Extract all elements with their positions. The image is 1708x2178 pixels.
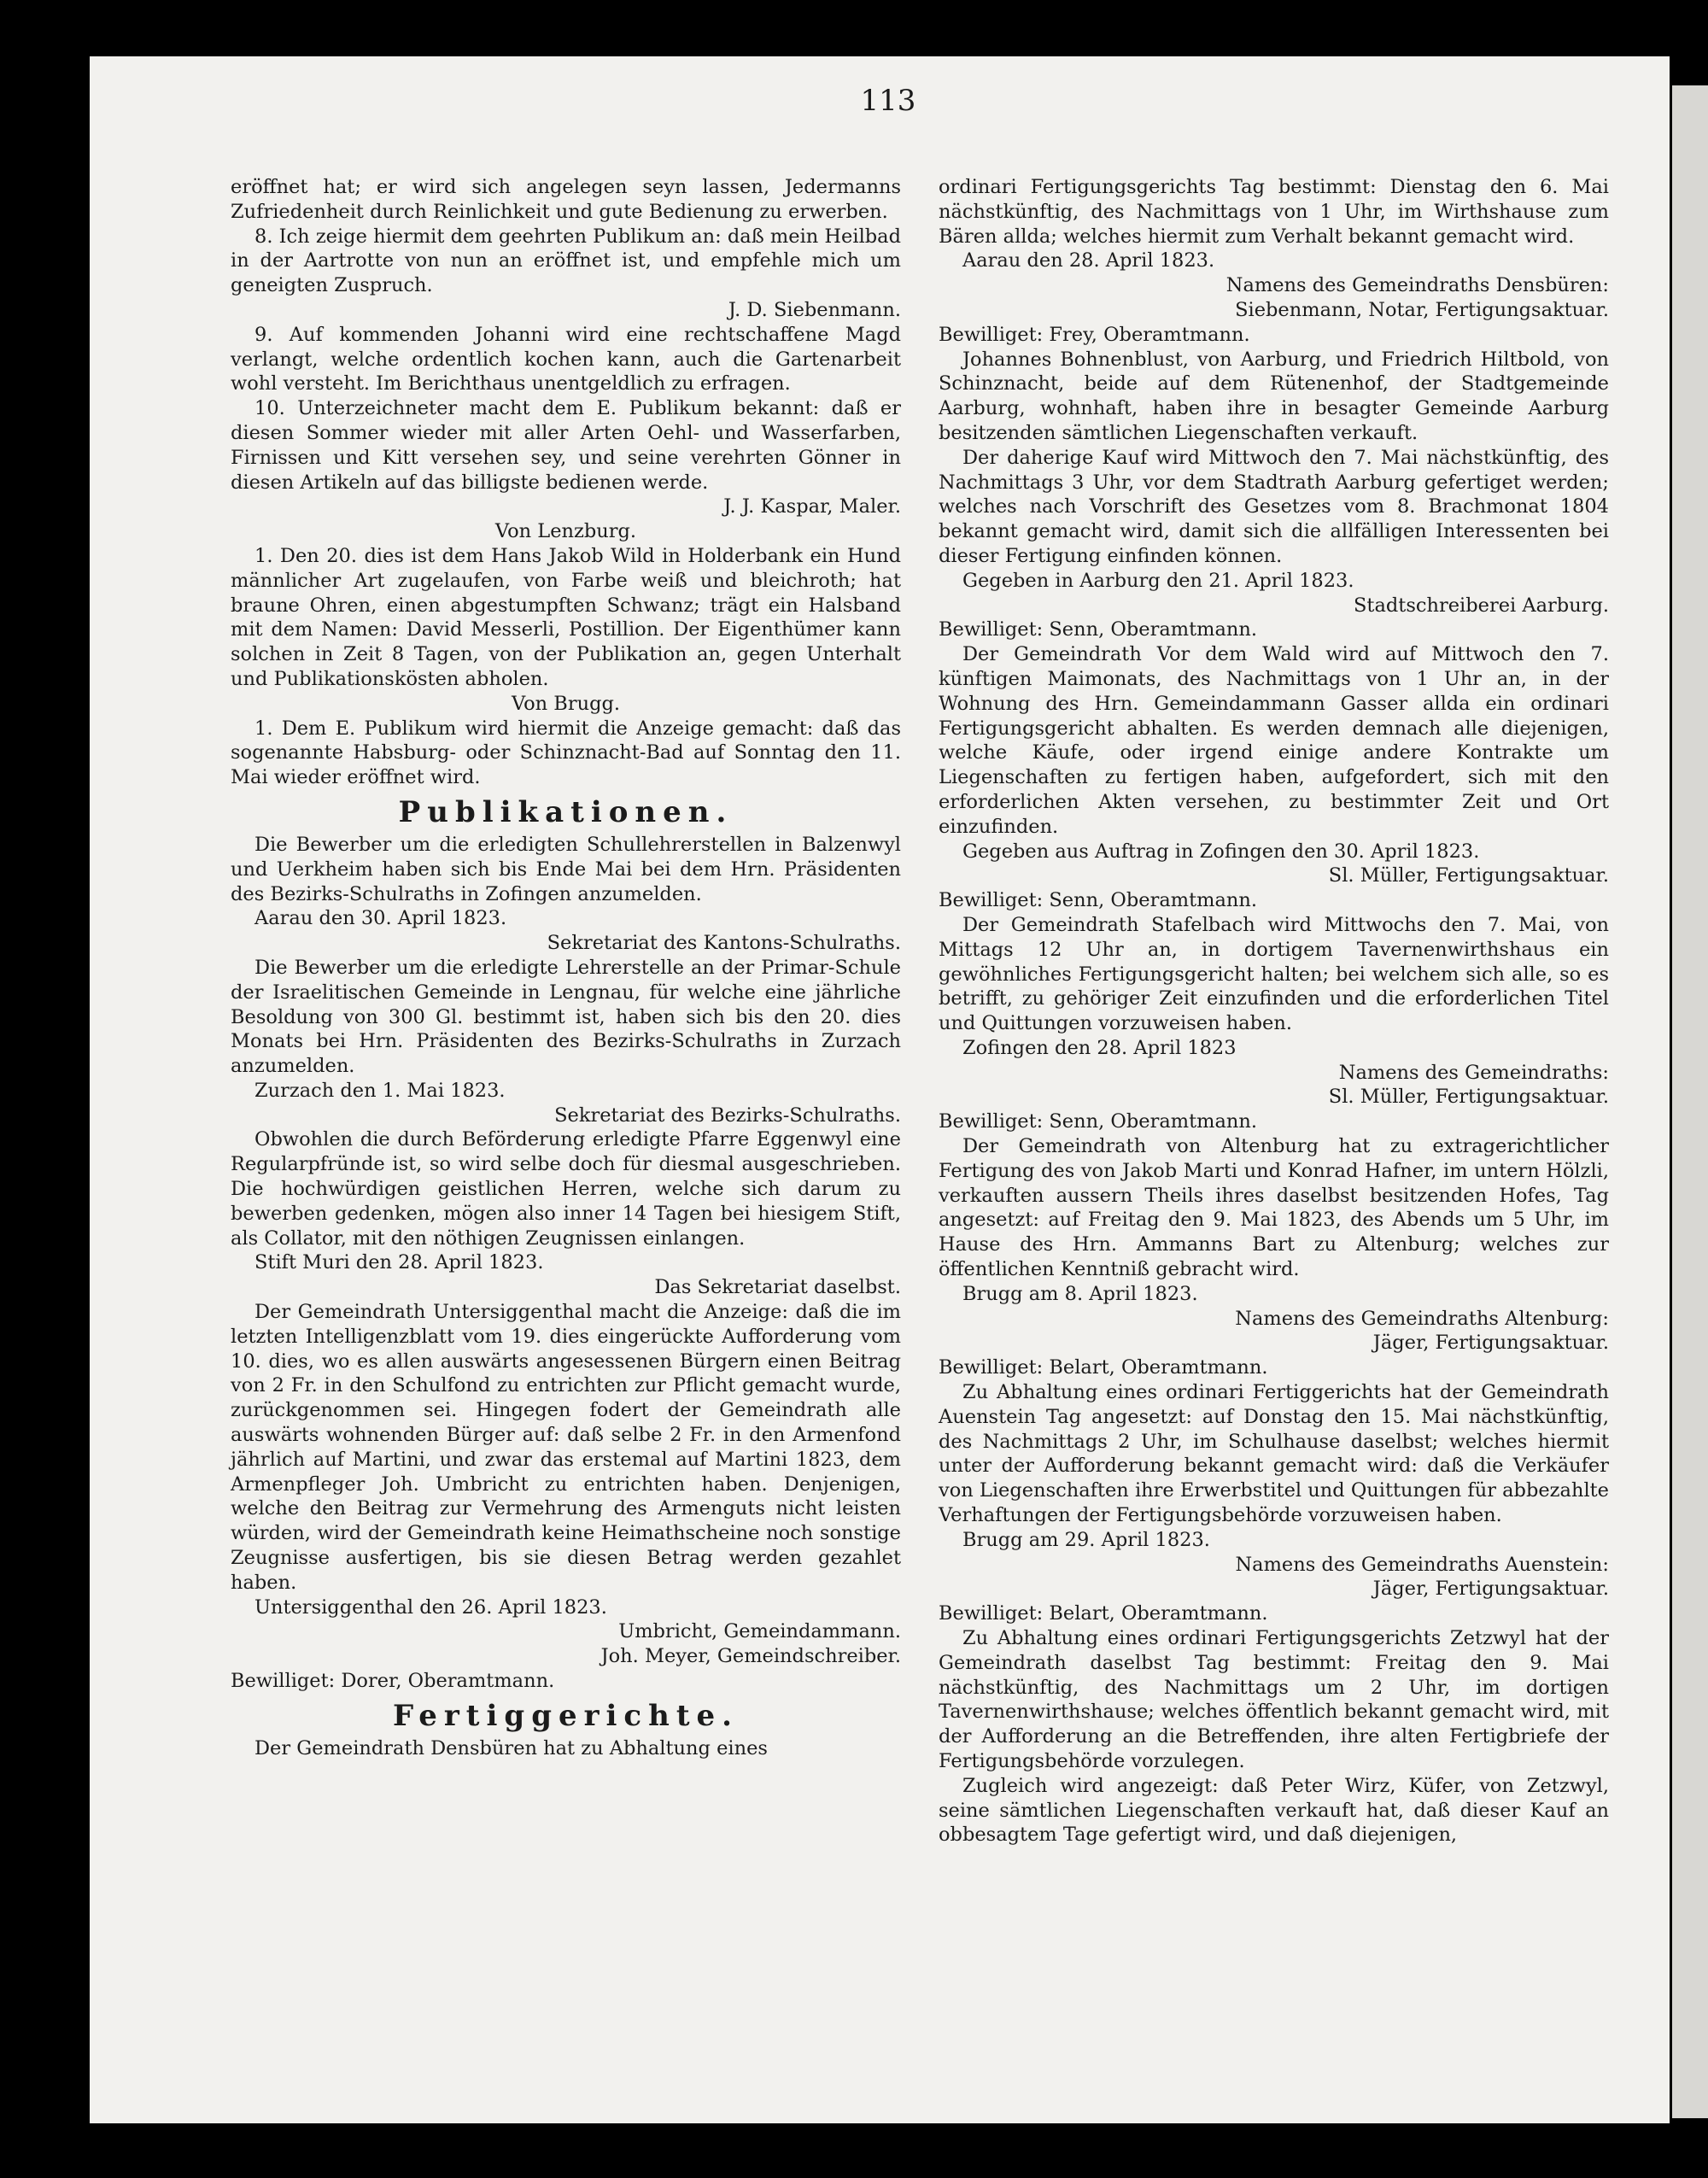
paragraph: Aarau den 30. April 1823. (254, 907, 507, 930)
signature-line: Namens des Gemeindraths Auenstein: (1235, 1553, 1609, 1576)
paragraph: Der daherige Kauf wird Mittwoch den 7. Mai nächstkünftig, des Nachmittags 3 Uhr, vor dem Stadtrath Aarburg gefertiget werden; welches nach Vorschrift des Gesetzes vom 8. Brachmonat 1804 bekannt gemacht wird, damit sich die allfälligen Interessenten bei dieser Fertigung einfinden können. (939, 446, 1609, 567)
paragraph: Zofingen den 28. April 1823 (962, 1036, 1237, 1059)
paragraph: ordinari Fertigungsgerichts Tag bestimmt: Dienstag den 6. Mai nächstkünftig, des Nachmittags von 1 Uhr, im Wirthshause zum Bären allda; welches hiermit zum Verhalt bekannt gemacht wird. (939, 176, 1609, 248)
signature-line: Siebenmann, Notar, Fertigungsaktuar. (1235, 298, 1609, 321)
signature-line: Namens des Gemeindraths Densbüren: (1225, 274, 1609, 297)
signature-line: Sl. Müller, Fertigungsaktuar. (1328, 864, 1609, 887)
paragraph: Zugleich wird angezeigt: daß Peter Wirz, Küfer, von Zetzwyl, seine sämtlichen Liegenschaften verkauft hat, daß dieser Kauf an obbesagtem Tage gefertigt wird, und daß diejenigen, (939, 1774, 1609, 1847)
paragraph: Bewilliget: Belart, Oberamtmann. (939, 1602, 1268, 1625)
left-column (231, 175, 901, 1761)
signature-line: Sekretariat des Kantons-Schulraths. (547, 932, 901, 955)
paragraph: Obwohlen die durch Beförderung erledigte Pfarre Eggenwyl eine Regularpfründe ist, so wird selbe doch für diesmal ausgeschrieben. Die hochwürdigen geistlichen Herren, welche sich darum zu bewerben gedenken, mögen also inner 14 Tagen bei hiesigem Stift, als Collator, mit den nöthigen Zeugnissen einlangen. (231, 1128, 901, 1250)
paragraph: Der Gemeindrath Densbüren hat zu Abhaltung eines (254, 1736, 768, 1759)
page-number: 113 (860, 84, 916, 118)
signature-line: Joh. Meyer, Gemeindschreiber. (600, 1645, 901, 1668)
paragraph: Aarau den 28. April 1823. (962, 249, 1215, 272)
paragraph: Gegeben aus Auftrag in Zofingen den 30. April 1823. (962, 840, 1480, 863)
paragraph: Johannes Bohnenblust, von Aarburg, und Friedrich Hiltbold, von Schinznacht, beide auf dem Rütenenhof, der Stadtgemeinde Aarburg, wohnhaft, haben ihre in besagter Gemeinde Aarburg besitzenden sämtlichen Liegenschaften verkauft. (939, 348, 1609, 444)
signature-line: Das Sekretariat daselbst. (654, 1276, 901, 1299)
paragraph: Bewilliget: Frey, Oberamtmann. (939, 323, 1250, 346)
signature-line: Namens des Gemeindraths: (1338, 1061, 1609, 1084)
paragraph: Bewilliget: Senn, Oberamtmann. (939, 618, 1257, 641)
signature-line: J. D. Siebenmann. (728, 298, 901, 321)
section-heading: Fertiggerichte. (392, 1698, 740, 1733)
paragraph: Der Gemeindrath Vor dem Wald wird auf Mittwoch den 7. künftigen Maimonats, des Nachmittags von 1 Uhr an, in der Wohnung des Hrn. Gemeindammann Gasser allda ein ordinari Fertigungsgericht abhalten. Es werden demnach alle diejenigen, welche Käufe, oder irgend einige andere Kontrakte um Liegenschaften zu fertigen haben, aufgefordert, sich mit den erforderlichen Akten versehen, zu bestimmter Zeit und Ort einzufinden. (939, 643, 1609, 838)
paragraph: 10. Unterzeichneter macht dem E. Publikum bekannt: daß er diesen Sommer wieder mit aller Arten Oehl- und Wasserfarben, Firnissen und Kitt versehen sey, und seine verehrten Gönner in diesen Artikeln auf das billigste bedienen werde. (231, 397, 901, 494)
place-heading: Von Lenzburg. (494, 520, 637, 543)
signature-line: Jäger, Fertigungsaktuar. (1372, 1578, 1609, 1601)
paragraph: Zu Abhaltung eines ordinari Fertigungsgerichts Zetzwyl hat der Gemeindrath daselbst Tag bestimmt: Freitag den 9. Mai nächstkünftig, des Nachmittags um 2 Uhr, im dortigen Tavernenwirthshause; welches öffentlich bekannt gemacht wird, mit der Aufforderung an die Betreffenden, ihre alten Fertigbriefe der Fertigungsbehörde vorzulegen. (939, 1627, 1609, 1772)
signature-line: Sl. Müller, Fertigungsaktuar. (1328, 1086, 1609, 1109)
paragraph: Bewilliget: Belart, Oberamtmann. (939, 1356, 1268, 1379)
signature-line: Stadtschreiberei Aarburg. (1354, 594, 1609, 617)
paragraph: 1. Dem E. Publikum wird hiermit die Anzeige gemacht: daß das sogenannte Habsburg- oder Schinznacht-Bad auf Sonntag den 11. Mai wieder eröffnet wird. (231, 717, 901, 789)
paragraph: Stift Muri den 28. April 1823. (254, 1251, 544, 1274)
signature-line: Jäger, Fertigungsaktuar. (1372, 1332, 1609, 1355)
paragraph: 8. Ich zeige hiermit dem geehrten Publikum an: daß mein Heilbad in der Aartrotte von nun an eröffnet ist, und empfehle mich um geneigten Zuspruch. (231, 225, 901, 297)
paragraph: Zu Abhaltung eines ordinari Fertiggerichts hat der Gemeindrath Auenstein Tag angesetzt: auf Donstag den 15. Mai nächstkünftig, des Nachmittags 2 Uhr, im Schulhause daselbst; welches hiermit unter der Aufforderung bekannt gemacht wird: daß die Verkäufer von Liegenschaften ihre Erwerbstitel und Quittungen für abbezahlte Verhaftungen der Fertigungsbehörde vorzuweisen haben. (939, 1381, 1609, 1527)
paragraph: Bewilliget: Senn, Oberamtmann. (939, 1110, 1257, 1133)
paragraph: Zurzach den 1. Mai 1823. (254, 1079, 506, 1102)
place-heading: Von Brugg. (511, 692, 621, 715)
signature-line: Umbricht, Gemeindammann. (618, 1620, 901, 1643)
paragraph: 1. Den 20. dies ist dem Hans Jakob Wild in Holderbank ein Hund männlicher Art zugelaufen, von Farbe weiß und bleichroth; hat braune Ohren, einen abgestumpften Schwanz; trägt ein Halsband mit dem Namen: David Messerli, Postillion. Der Eigenthümer kann solchen in Zeit 8 Tagen, von der Publikation an, gegen Unterhalt und Publikationskösten abholen. (231, 544, 901, 690)
paragraph: Brugg am 8. April 1823. (962, 1282, 1198, 1305)
paragraph: Brugg am 29. April 1823. (962, 1528, 1210, 1551)
signature-line: Namens des Gemeindraths Altenburg: (1235, 1307, 1609, 1330)
signature-line: Sekretariat des Bezirks-Schulraths. (554, 1104, 901, 1127)
paragraph: Der Gemeindrath Untersiggenthal macht die Anzeige: daß die im letzten Intelligenzblatt vom 19. dies eingerückte Aufforderung vom 10. dies, wo es allen auswärts angesessenen Bürgern einen Beitrag von 2 Fr. in den Schulfond zu entrichten zur Pflicht gemacht wurde, zurückgenommen sei. Hingegen fodert der Gemeindrath alle auswärts wohnenden Bürger auf: daß selbe 2 Fr. in den Armenfond jährlich auf Martini, und zwar das erstemal auf Martini 1823, dem Armenpfleger Joh. Umbricht zu entrichten haben. Denjenigen, welche den Beitrag zur Vermehrung des Armenguts nicht leisten würden, wird der Gemeindrath keine Heimathscheine noch sonstige Zeugnisse ausfertigen, bis sie diesen Betrag werden gezahlet haben. (231, 1301, 901, 1594)
next-page-edge (1672, 85, 1708, 2118)
section-heading: Publikationen. (398, 794, 734, 829)
paragraph: Die Bewerber um die erledigten Schullehrerstellen in Balzenwyl und Uerkheim haben sich bis Ende Mai bei dem Hrn. Präsidenten des Bezirks-Schulraths in Zofingen anzumelden. (231, 833, 901, 905)
paragraph: Der Gemeindrath Stafelbach wird Mittwochs den 7. Mai, von Mittags 12 Uhr an, in dortigem Tavernenwirthshaus ein gewöhnliches Fertigungsgericht halten; bei welchem sich alle, so es betrifft, zu gehöriger Zeit einzufinden und die erforderlichen Titel und Quittungen vorzuweisen haben. (939, 913, 1609, 1035)
right-column (939, 175, 1609, 1847)
paragraph: Untersiggenthal den 26. April 1823. (254, 1595, 607, 1619)
paragraph: Gegeben in Aarburg den 21. April 1823. (962, 569, 1354, 592)
paragraph: eröffnet hat; er wird sich angelegen seyn lassen, Jedermanns Zufriedenheit durch Reinlichkeit und gute Bedienung zu erwerben. (231, 176, 901, 223)
paragraph: Die Bewerber um die erledigte Lehrerstelle an der Primar-Schule der Israelitischen Gemeinde in Lengnau, für welche eine jährliche Besoldung von 300 Gl. bestimmt ist, haben sich bis den 20. dies Monats bei Hrn. Präsidenten des Bezirks-Schulraths in Zurzach anzumelden. (231, 956, 901, 1078)
paragraph: Bewilliget: Dorer, Oberamtmann. (231, 1670, 555, 1693)
paragraph: Der Gemeindrath von Altenburg hat zu extragerichtlicher Fertigung des von Jakob Marti und Konrad Hafner, im untern Hölzli, verkauften aussern Theils ihres daselbst besitzenden Hofes, Tag angesetzt: auf Freitag den 9. Mai 1823, des Abends um 5 Uhr, im Hause des Hrn. Ammanns Bart zu Altenburg; welches zur öffentlichen Kenntniß gebracht wird. (939, 1135, 1609, 1281)
paragraph: Bewilliget: Senn, Oberamtmann. (939, 889, 1257, 912)
paragraph: 9. Auf kommenden Johanni wird eine rechtschaffene Magd verlangt, welche ordentlich kochen kann, auch die Gartenarbeit wohl versteht. Im Berichthaus unentgeldlich zu erfragen. (231, 323, 901, 395)
signature-line: J. J. Kaspar, Maler. (723, 495, 901, 518)
